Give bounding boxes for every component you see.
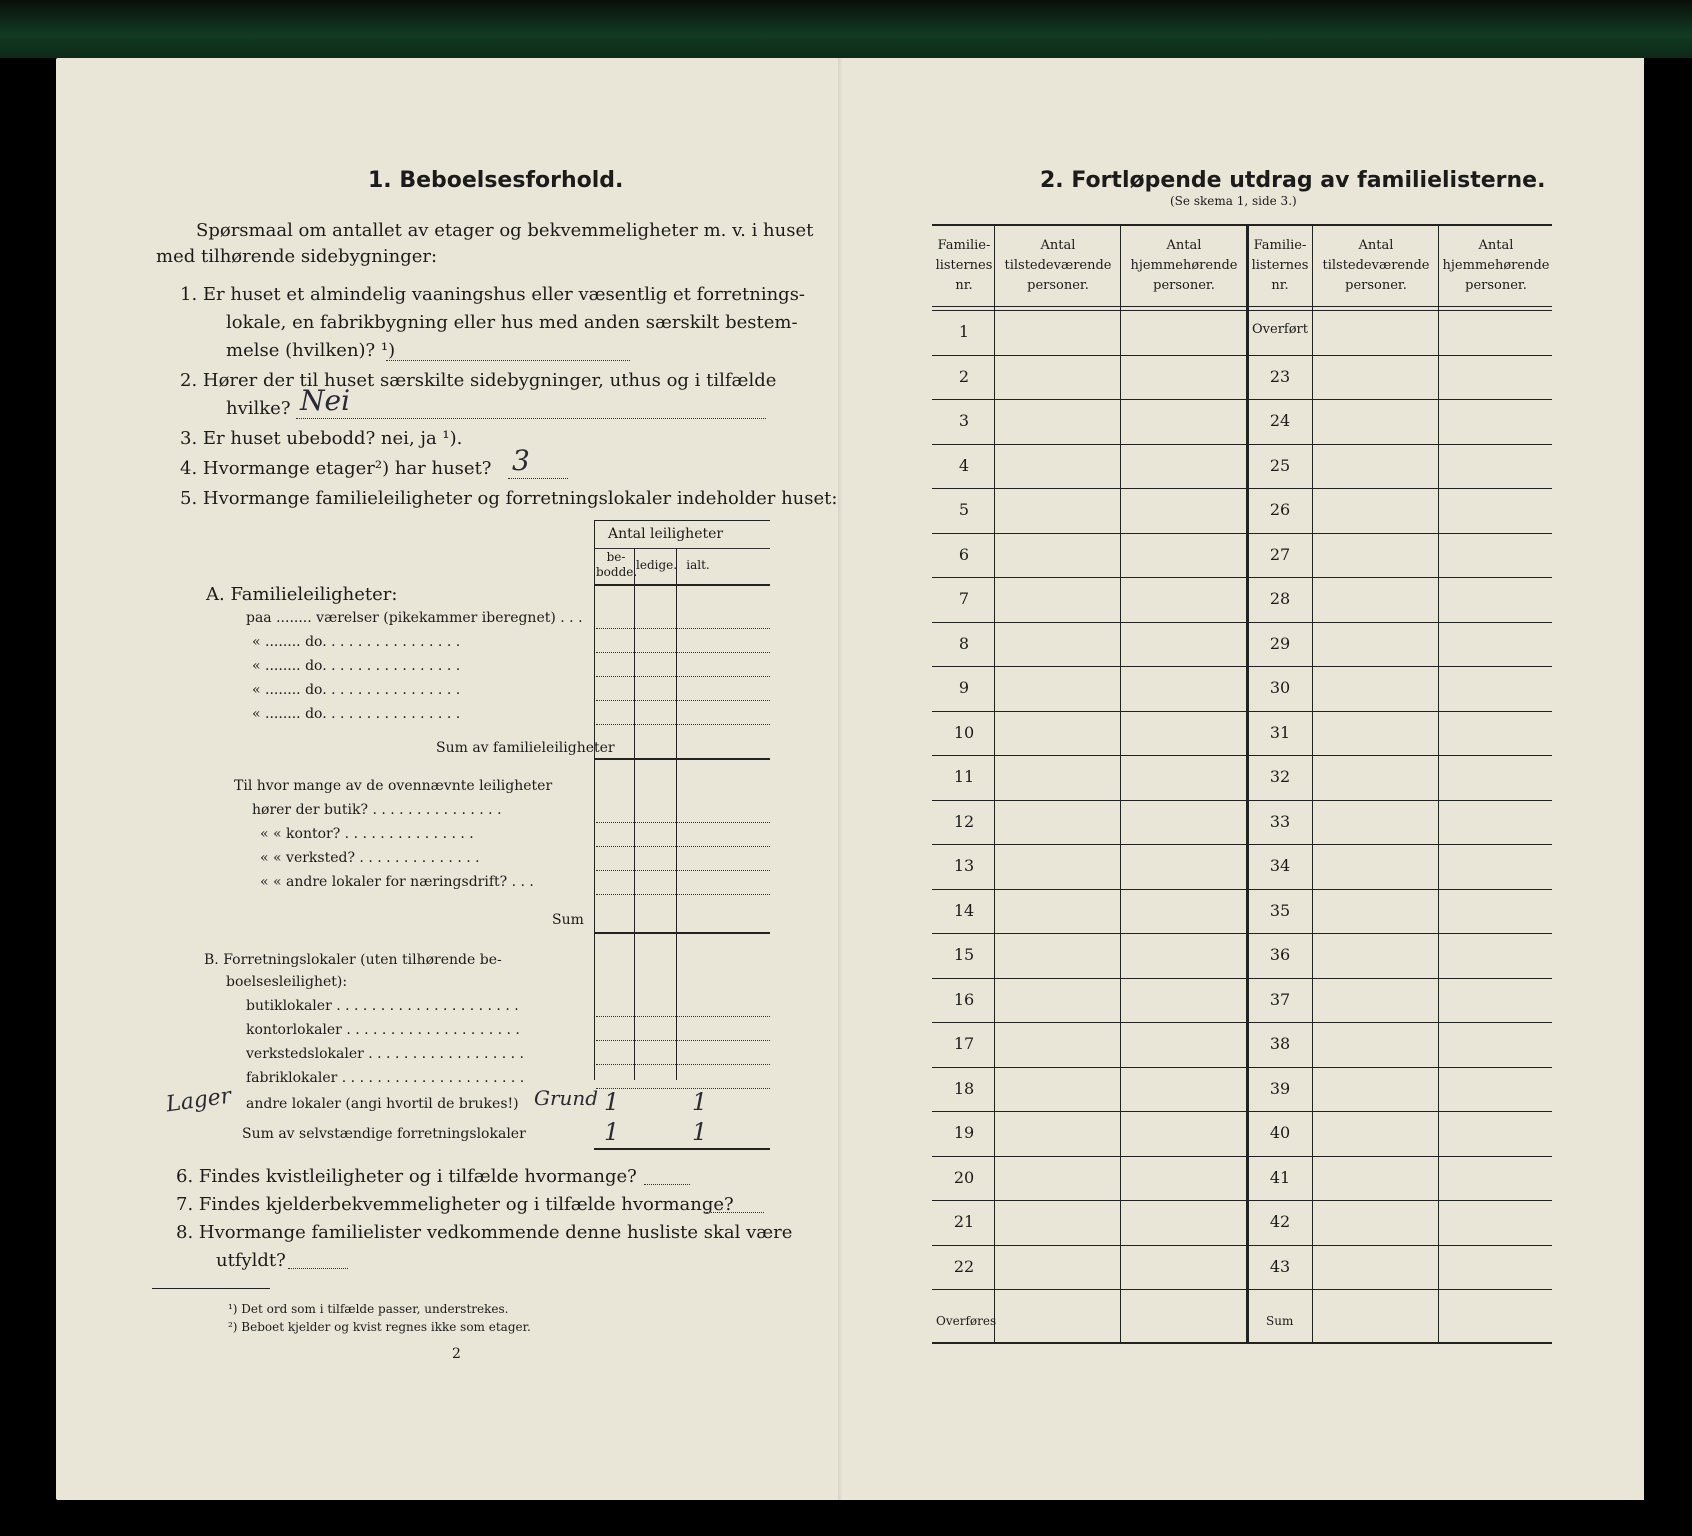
section-subtitle: (Se skema 1, side 3.) <box>1170 194 1297 208</box>
row-divider <box>932 1022 1552 1023</box>
row-number-right: 42 <box>1269 1212 1291 1231</box>
question-7: 7. Findes kjelderbekvemmeligheter og i tilfælde hvormange? <box>176 1194 734 1215</box>
question-3: 3. Er huset ubebodd? nei, ja ¹). <box>180 428 463 449</box>
col-header: Familie- listernes nr. <box>1251 238 1309 293</box>
question-8-cont: utfyldt? <box>216 1250 286 1271</box>
b-sum: Sum av selvstændige forretningslokaler <box>242 1126 526 1142</box>
right-page <box>844 58 1644 1500</box>
question-1-cont: melse (hvilken)? ¹) <box>226 340 396 361</box>
a-row: « ........ do. . . . . . . . . . . . . . . . <box>252 706 461 722</box>
question-5: 5. Hvormange familieleiligheter og forretningslokaler indeholder huset: <box>180 488 838 509</box>
til-row: « « andre lokaler for næringsdrift? . . . <box>260 874 534 890</box>
footnote-rule <box>152 1288 270 1289</box>
row-number-left: 14 <box>953 900 975 920</box>
col-header: Antal tilstedeværende personer. <box>1322 238 1430 293</box>
question-6: 6. Findes kvistleiligheter og i tilfælde hvormange? <box>176 1166 637 1187</box>
row-number-left: 6 <box>958 544 970 564</box>
row-divider <box>932 444 1552 445</box>
row-number-right: 39 <box>1269 1078 1291 1098</box>
row-divider <box>932 711 1552 712</box>
row-number-left: 19 <box>953 1123 975 1142</box>
answer-line <box>296 418 766 419</box>
row-number-right: 37 <box>1269 989 1291 1009</box>
row-divider <box>932 844 1552 845</box>
handwritten-note: Grund <box>534 1086 599 1110</box>
handwritten-count: 1 <box>604 1088 620 1116</box>
row-number-right: 27 <box>1269 544 1291 564</box>
question-2-cont: hvilke? <box>226 398 291 419</box>
col-ialt: ialt. <box>686 558 710 572</box>
row-number-left: 3 <box>958 411 970 430</box>
row-number-left: 18 <box>953 1078 975 1098</box>
row-number-left: 8 <box>958 633 970 653</box>
handwritten-answer: Nei <box>300 384 351 417</box>
til-sum: Sum <box>552 912 584 928</box>
left-page <box>56 58 844 1500</box>
row-number-right: 31 <box>1269 722 1291 742</box>
section-b-title: B. Forretningslokaler (uten tilhørende be- <box>204 952 502 968</box>
b-row: fabriklokaler . . . . . . . . . . . . . . . . . . . . . <box>246 1070 525 1086</box>
row-divider <box>932 1245 1552 1246</box>
intro-line: Spørsmaal om antallet av etager og bekvemmeligheter m. v. i huset <box>196 220 814 241</box>
section-title: 1. Beboelsesforhold. <box>368 168 624 193</box>
b-row: kontorlokaler . . . . . . . . . . . . . . . . . . . . <box>246 1022 520 1038</box>
row-divider <box>932 399 1552 400</box>
row-number-left: 20 <box>953 1167 975 1187</box>
footer-overfores: Overføres <box>936 1314 997 1328</box>
row-number-right: 29 <box>1269 633 1291 653</box>
row-number-left: 4 <box>958 455 970 475</box>
handwritten-count: 1 <box>692 1088 708 1116</box>
row-number-right: 23 <box>1269 366 1291 386</box>
b-row: butiklokaler . . . . . . . . . . . . . . . . . . . . . <box>246 998 519 1014</box>
row-number-right: 24 <box>1269 411 1291 430</box>
row-number-right: 34 <box>1269 856 1291 875</box>
row-divider <box>932 488 1552 489</box>
row-number-right: 43 <box>1269 1256 1291 1276</box>
col-header: Antal hjemmehørende personer. <box>1130 238 1238 293</box>
col-header: Familie- listernes nr. <box>935 238 993 293</box>
row-number-left: 5 <box>958 500 970 519</box>
section-title: 2. Fortløpende utdrag av familielisterne. <box>1040 168 1546 193</box>
til-title: Til hvor mange av de ovennævnte leiligheter <box>234 778 553 794</box>
b-row: andre lokaler (angi hvortil de brukes!) <box>246 1096 519 1112</box>
row-divider <box>932 800 1552 801</box>
page-number: 2 <box>452 1346 461 1362</box>
row-divider <box>932 1289 1552 1290</box>
col-header: Antal tilstedeværende personer. <box>1004 238 1112 293</box>
section-b-title: boelsesleilighet): <box>226 974 348 990</box>
row-number-left: 10 <box>953 722 975 742</box>
answer-line <box>386 360 630 361</box>
question-1-cont: lokale, en fabrikbygning eller hus med anden særskilt bestem- <box>226 312 798 333</box>
row-divider <box>932 533 1552 534</box>
a-row: paa ........ værelser (pikekammer iberegnet) . . . <box>246 610 583 626</box>
handwritten-note: Lager <box>164 1083 233 1118</box>
handwritten-answer: 3 <box>512 444 530 477</box>
row-number-left: 21 <box>953 1212 975 1231</box>
answer-line <box>508 478 568 479</box>
row-number-left: 7 <box>958 589 970 608</box>
handwritten-count: 1 <box>604 1118 620 1146</box>
table-header: Antal leiligheter <box>608 526 724 542</box>
row-number-right: 40 <box>1269 1123 1291 1142</box>
row-divider <box>932 1200 1552 1201</box>
row-number-right: Overført <box>1252 322 1308 337</box>
row-number-left: 2 <box>958 366 970 386</box>
row-divider <box>932 755 1552 756</box>
row-divider <box>932 889 1552 890</box>
row-number-right: 35 <box>1269 900 1291 920</box>
footnote-2: ²) Beboet kjelder og kvist regnes ikke som etager. <box>228 1320 531 1334</box>
row-number-left: 12 <box>953 811 975 831</box>
row-number-left: 22 <box>953 1256 975 1276</box>
row-number-right: 28 <box>1269 589 1291 608</box>
a-row: « ........ do. . . . . . . . . . . . . . . . <box>252 658 461 674</box>
b-row: verkstedslokaler . . . . . . . . . . . . . . . . . . <box>246 1046 525 1062</box>
row-number-right: 36 <box>1269 945 1291 964</box>
row-divider <box>932 1111 1552 1112</box>
question-1: 1. Er huset et almindelig vaaningshus eller væsentlig et forretnings- <box>180 284 806 305</box>
til-row: hører der butik? . . . . . . . . . . . . . . . <box>252 802 502 818</box>
row-number-right: 32 <box>1269 767 1291 786</box>
row-number-right: 26 <box>1269 500 1291 519</box>
col-ledige: ledige. <box>636 558 678 572</box>
til-row: « « kontor? . . . . . . . . . . . . . . . <box>260 826 474 842</box>
row-divider <box>932 1156 1552 1157</box>
intro-line: med tilhørende sidebygninger: <box>156 246 438 267</box>
row-number-left: 1 <box>958 322 970 341</box>
question-2: 2. Hører der til huset særskilte sidebygninger, uthus og i tilfælde <box>180 370 777 391</box>
row-divider <box>932 933 1552 934</box>
scanner-border <box>0 0 1692 58</box>
a-sum: Sum av familieleiligheter <box>436 740 615 756</box>
row-divider <box>932 1067 1552 1068</box>
col-bebodde: be- bodde. <box>596 550 638 579</box>
row-number-left: 16 <box>953 989 975 1009</box>
row-number-left: 11 <box>953 767 975 786</box>
row-number-left: 9 <box>958 678 970 697</box>
til-row: « « verksted? . . . . . . . . . . . . . . <box>260 850 480 866</box>
question-8: 8. Hvormange familielister vedkommende denne husliste skal være <box>176 1222 793 1243</box>
question-4: 4. Hvormange etager²) har huset? <box>180 458 492 479</box>
row-number-right: 33 <box>1269 811 1291 831</box>
handwritten-count: 1 <box>692 1118 708 1146</box>
row-divider <box>932 666 1552 667</box>
row-number-left: 15 <box>953 945 975 964</box>
row-number-left: 17 <box>953 1034 975 1053</box>
section-a-title: A. Familieleiligheter: <box>206 584 398 605</box>
row-number-right: 30 <box>1269 678 1291 697</box>
row-divider <box>932 622 1552 623</box>
row-divider <box>932 978 1552 979</box>
a-row: « ........ do. . . . . . . . . . . . . . . . <box>252 634 461 650</box>
footnote-1: ¹) Det ord som i tilfælde passer, understrekes. <box>228 1302 509 1316</box>
row-number-right: 38 <box>1269 1034 1291 1053</box>
row-divider <box>932 577 1552 578</box>
row-number-right: 41 <box>1269 1167 1291 1187</box>
row-number-right: 25 <box>1269 455 1291 475</box>
col-header: Antal hjemmehørende personer. <box>1442 238 1550 293</box>
row-number-left: 13 <box>953 856 975 875</box>
a-row: « ........ do. . . . . . . . . . . . . . . . <box>252 682 461 698</box>
footer-sum: Sum <box>1266 1314 1294 1328</box>
row-divider <box>932 355 1552 356</box>
